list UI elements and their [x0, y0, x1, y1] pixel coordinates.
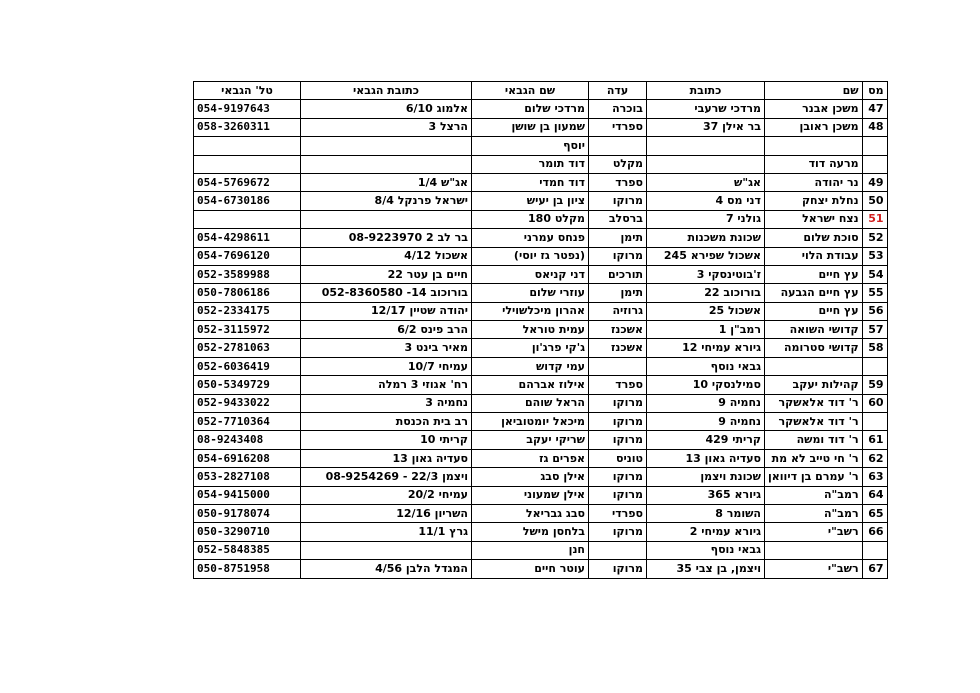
synagogue-name-cell: ר' עמרם בן דיוואן [765, 468, 863, 486]
gabbai-address-cell [301, 137, 472, 155]
header-name: שם [765, 82, 863, 100]
gabbai-phone-cell: 054-9415000 [194, 486, 301, 504]
table-row [194, 192, 888, 210]
row-number-cell [862, 137, 887, 155]
gabbai-phone-cell: 052-2334175 [194, 302, 301, 320]
synagogue-address-cell: נחמיה 9 [647, 413, 765, 431]
table-row [194, 302, 888, 320]
row-number-cell: 67 [862, 560, 887, 578]
community-cell: גרוזיה [589, 302, 647, 320]
synagogue-name-cell: עץ חיים [765, 265, 863, 283]
gabbai-address-cell: השריון 12/16 [301, 504, 472, 522]
gabbai-phone-cell [194, 137, 301, 155]
gabbai-name-cell: ג'קי פרג'ון [472, 339, 589, 357]
table-row [194, 394, 888, 412]
gabbai-phone-cell: 052-2781063 [194, 339, 301, 357]
gabbai-phone-cell: 052-5848385 [194, 541, 301, 559]
gabbai-address-cell: ויצמן 22/3 - 08-9254269 [301, 468, 472, 486]
synagogue-name-cell: קהילות יעקב [765, 376, 863, 394]
gabbai-name-cell: ציון בן יעיש [472, 192, 589, 210]
gabbai-phone-cell: 054-7696120 [194, 247, 301, 265]
gabbai-phone-cell: 052-7710364 [194, 413, 301, 431]
gabbai-address-cell: רב בית הכנסת [301, 413, 472, 431]
row-number-cell [862, 541, 887, 559]
gabbai-phone-cell [194, 155, 301, 173]
row-number-cell: 64 [862, 486, 887, 504]
header-address: כתובת [647, 82, 765, 100]
community-cell: אשכנז [589, 321, 647, 339]
synagogue-name-cell: רשב"י [765, 560, 863, 578]
row-number-cell: 48 [862, 118, 887, 136]
synagogue-name-cell: ר' דוד אלאשקר [765, 394, 863, 412]
gabbai-phone-cell: 052-3115972 [194, 321, 301, 339]
row-number-cell: 54 [862, 265, 887, 283]
community-cell [589, 357, 647, 375]
synagogue-address-cell: גבאי נוסף [647, 357, 765, 375]
table-row [194, 100, 888, 118]
gabbai-phone-cell: 050-9178074 [194, 504, 301, 522]
community-cell: בוכרה [589, 100, 647, 118]
gabbai-address-cell: אלמוג 6/10 [301, 100, 472, 118]
synagogue-name-cell: ר' דוד ומשה [765, 431, 863, 449]
synagogue-address-cell: סעדיה גאון 13 [647, 449, 765, 467]
synagogue-name-cell: סוכת שלום [765, 229, 863, 247]
synagogue-name-cell: נצח ישראל [765, 210, 863, 228]
community-cell: מרוקו [589, 247, 647, 265]
gabbai-name-cell: דני קניאס [472, 265, 589, 283]
synagogue-address-cell: גיורא עמיחי 2 [647, 523, 765, 541]
row-number-cell: 57 [862, 321, 887, 339]
gabbai-address-cell: עמיחי 20/2 [301, 486, 472, 504]
gabbai-phone-cell: 052-6036419 [194, 357, 301, 375]
table-header-row [194, 82, 888, 100]
gabbai-phone-cell: 050-7806186 [194, 284, 301, 302]
gabbai-address-cell: אשכול 4/12 [301, 247, 472, 265]
synagogue-name-cell: משכן ראובן [765, 118, 863, 136]
table-row [194, 449, 888, 467]
community-cell: מרוקו [589, 192, 647, 210]
gabbai-address-cell: אג"ש 1/4 [301, 173, 472, 191]
community-cell: תורכים [589, 265, 647, 283]
table-row [194, 210, 888, 228]
synagogue-address-cell: שכונת משכנות [647, 229, 765, 247]
table-row [194, 247, 888, 265]
gabbai-phone-cell: 052-9433022 [194, 394, 301, 412]
synagogue-address-cell: דני מס 4 [647, 192, 765, 210]
header-gabbai-name: שם הגבאי [472, 82, 589, 100]
gabbai-name-cell: אהרון מיכלשוילי [472, 302, 589, 320]
header-community: עדה [589, 82, 647, 100]
synagogue-table-sheet [193, 81, 888, 579]
gabbai-name-cell: חנן [472, 541, 589, 559]
community-cell: ספרד [589, 173, 647, 191]
synagogue-address-cell: קריתי 429 [647, 431, 765, 449]
table-row [194, 486, 888, 504]
synagogue-address-cell: בורוכוב 22 [647, 284, 765, 302]
gabbai-address-cell: מאיר בינט 3 [301, 339, 472, 357]
gabbai-name-cell: שמעון בן שושן [472, 118, 589, 136]
row-number-cell: 60 [862, 394, 887, 412]
community-cell [589, 137, 647, 155]
table-row [194, 413, 888, 431]
synagogue-address-cell: מרדכי שרעבי [647, 100, 765, 118]
row-number-cell: 52 [862, 229, 887, 247]
table-row [194, 376, 888, 394]
community-cell: מקלט [589, 155, 647, 173]
community-cell: ברסלב [589, 210, 647, 228]
community-cell [589, 541, 647, 559]
gabbai-phone-cell: 050-3290710 [194, 523, 301, 541]
gabbai-phone-cell: 054-6916208 [194, 449, 301, 467]
gabbai-name-cell: אפרים גז [472, 449, 589, 467]
synagogue-name-cell [765, 357, 863, 375]
synagogue-address-cell: אשכול 25 [647, 302, 765, 320]
synagogue-address-cell: גולני 7 [647, 210, 765, 228]
table-row [194, 321, 888, 339]
gabbai-name-cell: עמי קדוש [472, 357, 589, 375]
synagogue-address-cell: אג"ש [647, 173, 765, 191]
gabbai-phone-cell: 08-9243408 [194, 431, 301, 449]
table-row [194, 118, 888, 136]
gabbai-address-cell [301, 210, 472, 228]
synagogue-address-cell: גיורא עמיחי 12 [647, 339, 765, 357]
header-number: מס [862, 82, 887, 100]
synagogue-name-cell: רשב"י [765, 523, 863, 541]
gabbai-name-cell: עוטר חיים [472, 560, 589, 578]
community-cell: ספרד [589, 376, 647, 394]
row-number-cell: 65 [862, 504, 887, 522]
table-row [194, 173, 888, 191]
gabbai-name-cell: פנחס עמרני [472, 229, 589, 247]
gabbai-address-cell: רח' אגוזי 3 רמלה [301, 376, 472, 394]
gabbai-name-cell: (נפטר גז יוסי) [472, 247, 589, 265]
community-cell: תימן [589, 229, 647, 247]
community-cell: מרוקו [589, 431, 647, 449]
synagogue-name-cell: עץ חיים הגבעה [765, 284, 863, 302]
synagogue-address-cell: רמב"ן 1 [647, 321, 765, 339]
gabbai-address-cell: קריתי 10 [301, 431, 472, 449]
gabbai-address-cell: נחמיה 3 [301, 394, 472, 412]
gabbai-phone-cell: 050-8751958 [194, 560, 301, 578]
synagogue-address-cell: השומר 8 [647, 504, 765, 522]
gabbai-phone-cell: 054-5769672 [194, 173, 301, 191]
synagogue-name-cell: משכן אבנר [765, 100, 863, 118]
synagogue-name-cell: עץ חיים [765, 302, 863, 320]
table-row [194, 265, 888, 283]
synagogue-name-cell: ר' חי טייב לא מת [765, 449, 863, 467]
header-gabbai-phone: טל' הגבאי [194, 82, 301, 100]
synagogue-address-cell: ז'בוטינסקי 3 [647, 265, 765, 283]
row-number-cell: 66 [862, 523, 887, 541]
table-row [194, 504, 888, 522]
synagogue-name-cell: ר' דוד אלאשקר [765, 413, 863, 431]
synagogue-address-cell [647, 155, 765, 173]
community-cell: מרוקו [589, 468, 647, 486]
community-cell: מרוקו [589, 560, 647, 578]
gabbai-name-cell: בלחסן מישל [472, 523, 589, 541]
gabbai-phone-cell: 050-5349729 [194, 376, 301, 394]
synagogue-name-cell: קדושי סטרומה [765, 339, 863, 357]
synagogue-name-cell: מרעה דוד [765, 155, 863, 173]
row-number-cell: 50 [862, 192, 887, 210]
synagogue-address-cell: נחמיה 9 [647, 394, 765, 412]
gabbai-name-cell: סבג גבריאל [472, 504, 589, 522]
row-number-cell: 62 [862, 449, 887, 467]
gabbai-phone-cell: 053-2827108 [194, 468, 301, 486]
synagogue-name-cell: רמב"ה [765, 504, 863, 522]
synagogue-address-cell: שכונת ויצמן [647, 468, 765, 486]
gabbai-name-cell: אילוז אברהם [472, 376, 589, 394]
gabbai-address-cell [301, 541, 472, 559]
row-number-cell [862, 155, 887, 173]
gabbai-name-cell: שריקי יעקב [472, 431, 589, 449]
gabbai-address-cell: המגדל הלבן 4/56 [301, 560, 472, 578]
community-cell: מרוקו [589, 413, 647, 431]
synagogue-address-cell [647, 137, 765, 155]
synagogue-table [193, 81, 888, 579]
gabbai-address-cell: הרצל 3 [301, 118, 472, 136]
table-row [194, 339, 888, 357]
gabbai-address-cell: הרב פינס 6/2 [301, 321, 472, 339]
gabbai-phone-cell: 054-6730186 [194, 192, 301, 210]
community-cell: ספרדי [589, 118, 647, 136]
row-number-cell: 49 [862, 173, 887, 191]
gabbai-name-cell: אילן סבג [472, 468, 589, 486]
synagogue-address-cell: בר אילן 37 [647, 118, 765, 136]
synagogue-name-cell: רמב"ה [765, 486, 863, 504]
gabbai-name-cell: מקלט 180 [472, 210, 589, 228]
community-cell: מרוקו [589, 394, 647, 412]
community-cell: מרוקו [589, 523, 647, 541]
row-number-cell: 51 [862, 210, 887, 228]
community-cell: מרוקו [589, 486, 647, 504]
gabbai-phone-cell: 058-3260311 [194, 118, 301, 136]
header-gabbai-address: כתובת הגבאי [301, 82, 472, 100]
table-row [194, 560, 888, 578]
gabbai-phone-cell: 054-4298611 [194, 229, 301, 247]
gabbai-name-cell: עוזרי שלום [472, 284, 589, 302]
gabbai-name-cell: אילן שמעוני [472, 486, 589, 504]
community-cell: טוניס [589, 449, 647, 467]
gabbai-address-cell: בר לב 2 08-9223970 [301, 229, 472, 247]
table-row [194, 523, 888, 541]
gabbai-phone-cell: 054-9197643 [194, 100, 301, 118]
gabbai-address-cell: גרץ 11/1 [301, 523, 472, 541]
table-row [194, 137, 888, 155]
table-row [194, 284, 888, 302]
row-number-cell: 63 [862, 468, 887, 486]
row-number-cell: 53 [862, 247, 887, 265]
gabbai-address-cell: סעדיה גאון 13 [301, 449, 472, 467]
synagogue-name-cell [765, 541, 863, 559]
row-number-cell: 61 [862, 431, 887, 449]
gabbai-name-cell: הראל שוהם [472, 394, 589, 412]
gabbai-address-cell: בורוכוב 14- 052-8360580 [301, 284, 472, 302]
synagogue-address-cell: ויצמן, בן צבי 35 [647, 560, 765, 578]
gabbai-name-cell: דוד תומר [472, 155, 589, 173]
gabbai-address-cell: עמיחי 10/7 [301, 357, 472, 375]
gabbai-name-cell: דוד חמדי [472, 173, 589, 191]
gabbai-address-cell: יהודה שטיין 12/17 [301, 302, 472, 320]
synagogue-name-cell: נחלת יצחק [765, 192, 863, 210]
synagogue-address-cell: אשכול שפירא 245 [647, 247, 765, 265]
gabbai-name-cell: עמית טוראל [472, 321, 589, 339]
synagogue-name-cell: קדושי השואה [765, 321, 863, 339]
table-row [194, 229, 888, 247]
community-cell: תימן [589, 284, 647, 302]
row-number-cell [862, 357, 887, 375]
table-row [194, 541, 888, 559]
table-row [194, 155, 888, 173]
community-cell: אשכנז [589, 339, 647, 357]
gabbai-address-cell [301, 155, 472, 173]
row-number-cell: 47 [862, 100, 887, 118]
gabbai-phone-cell [194, 210, 301, 228]
row-number-cell: 56 [862, 302, 887, 320]
synagogue-address-cell: גיורא 365 [647, 486, 765, 504]
gabbai-name-cell: יוסף [472, 137, 589, 155]
row-number-cell: 58 [862, 339, 887, 357]
synagogue-address-cell: סמילנסקי 10 [647, 376, 765, 394]
table-row [194, 431, 888, 449]
gabbai-address-cell: חיים בן עטר 22 [301, 265, 472, 283]
synagogue-name-cell: נר יהודה [765, 173, 863, 191]
gabbai-name-cell: מיכאל יומטוביאן [472, 413, 589, 431]
table-row [194, 357, 888, 375]
row-number-cell: 59 [862, 376, 887, 394]
synagogue-address-cell: גבאי נוסף [647, 541, 765, 559]
gabbai-name-cell: מרדכי שלום [472, 100, 589, 118]
row-number-cell [862, 413, 887, 431]
synagogue-name-cell: עבודת הלוי [765, 247, 863, 265]
synagogue-name-cell [765, 137, 863, 155]
row-number-cell: 55 [862, 284, 887, 302]
gabbai-phone-cell: 052-3589988 [194, 265, 301, 283]
gabbai-address-cell: ישראל פרנקל 8/4 [301, 192, 472, 210]
community-cell: ספרדי [589, 504, 647, 522]
table-row [194, 468, 888, 486]
